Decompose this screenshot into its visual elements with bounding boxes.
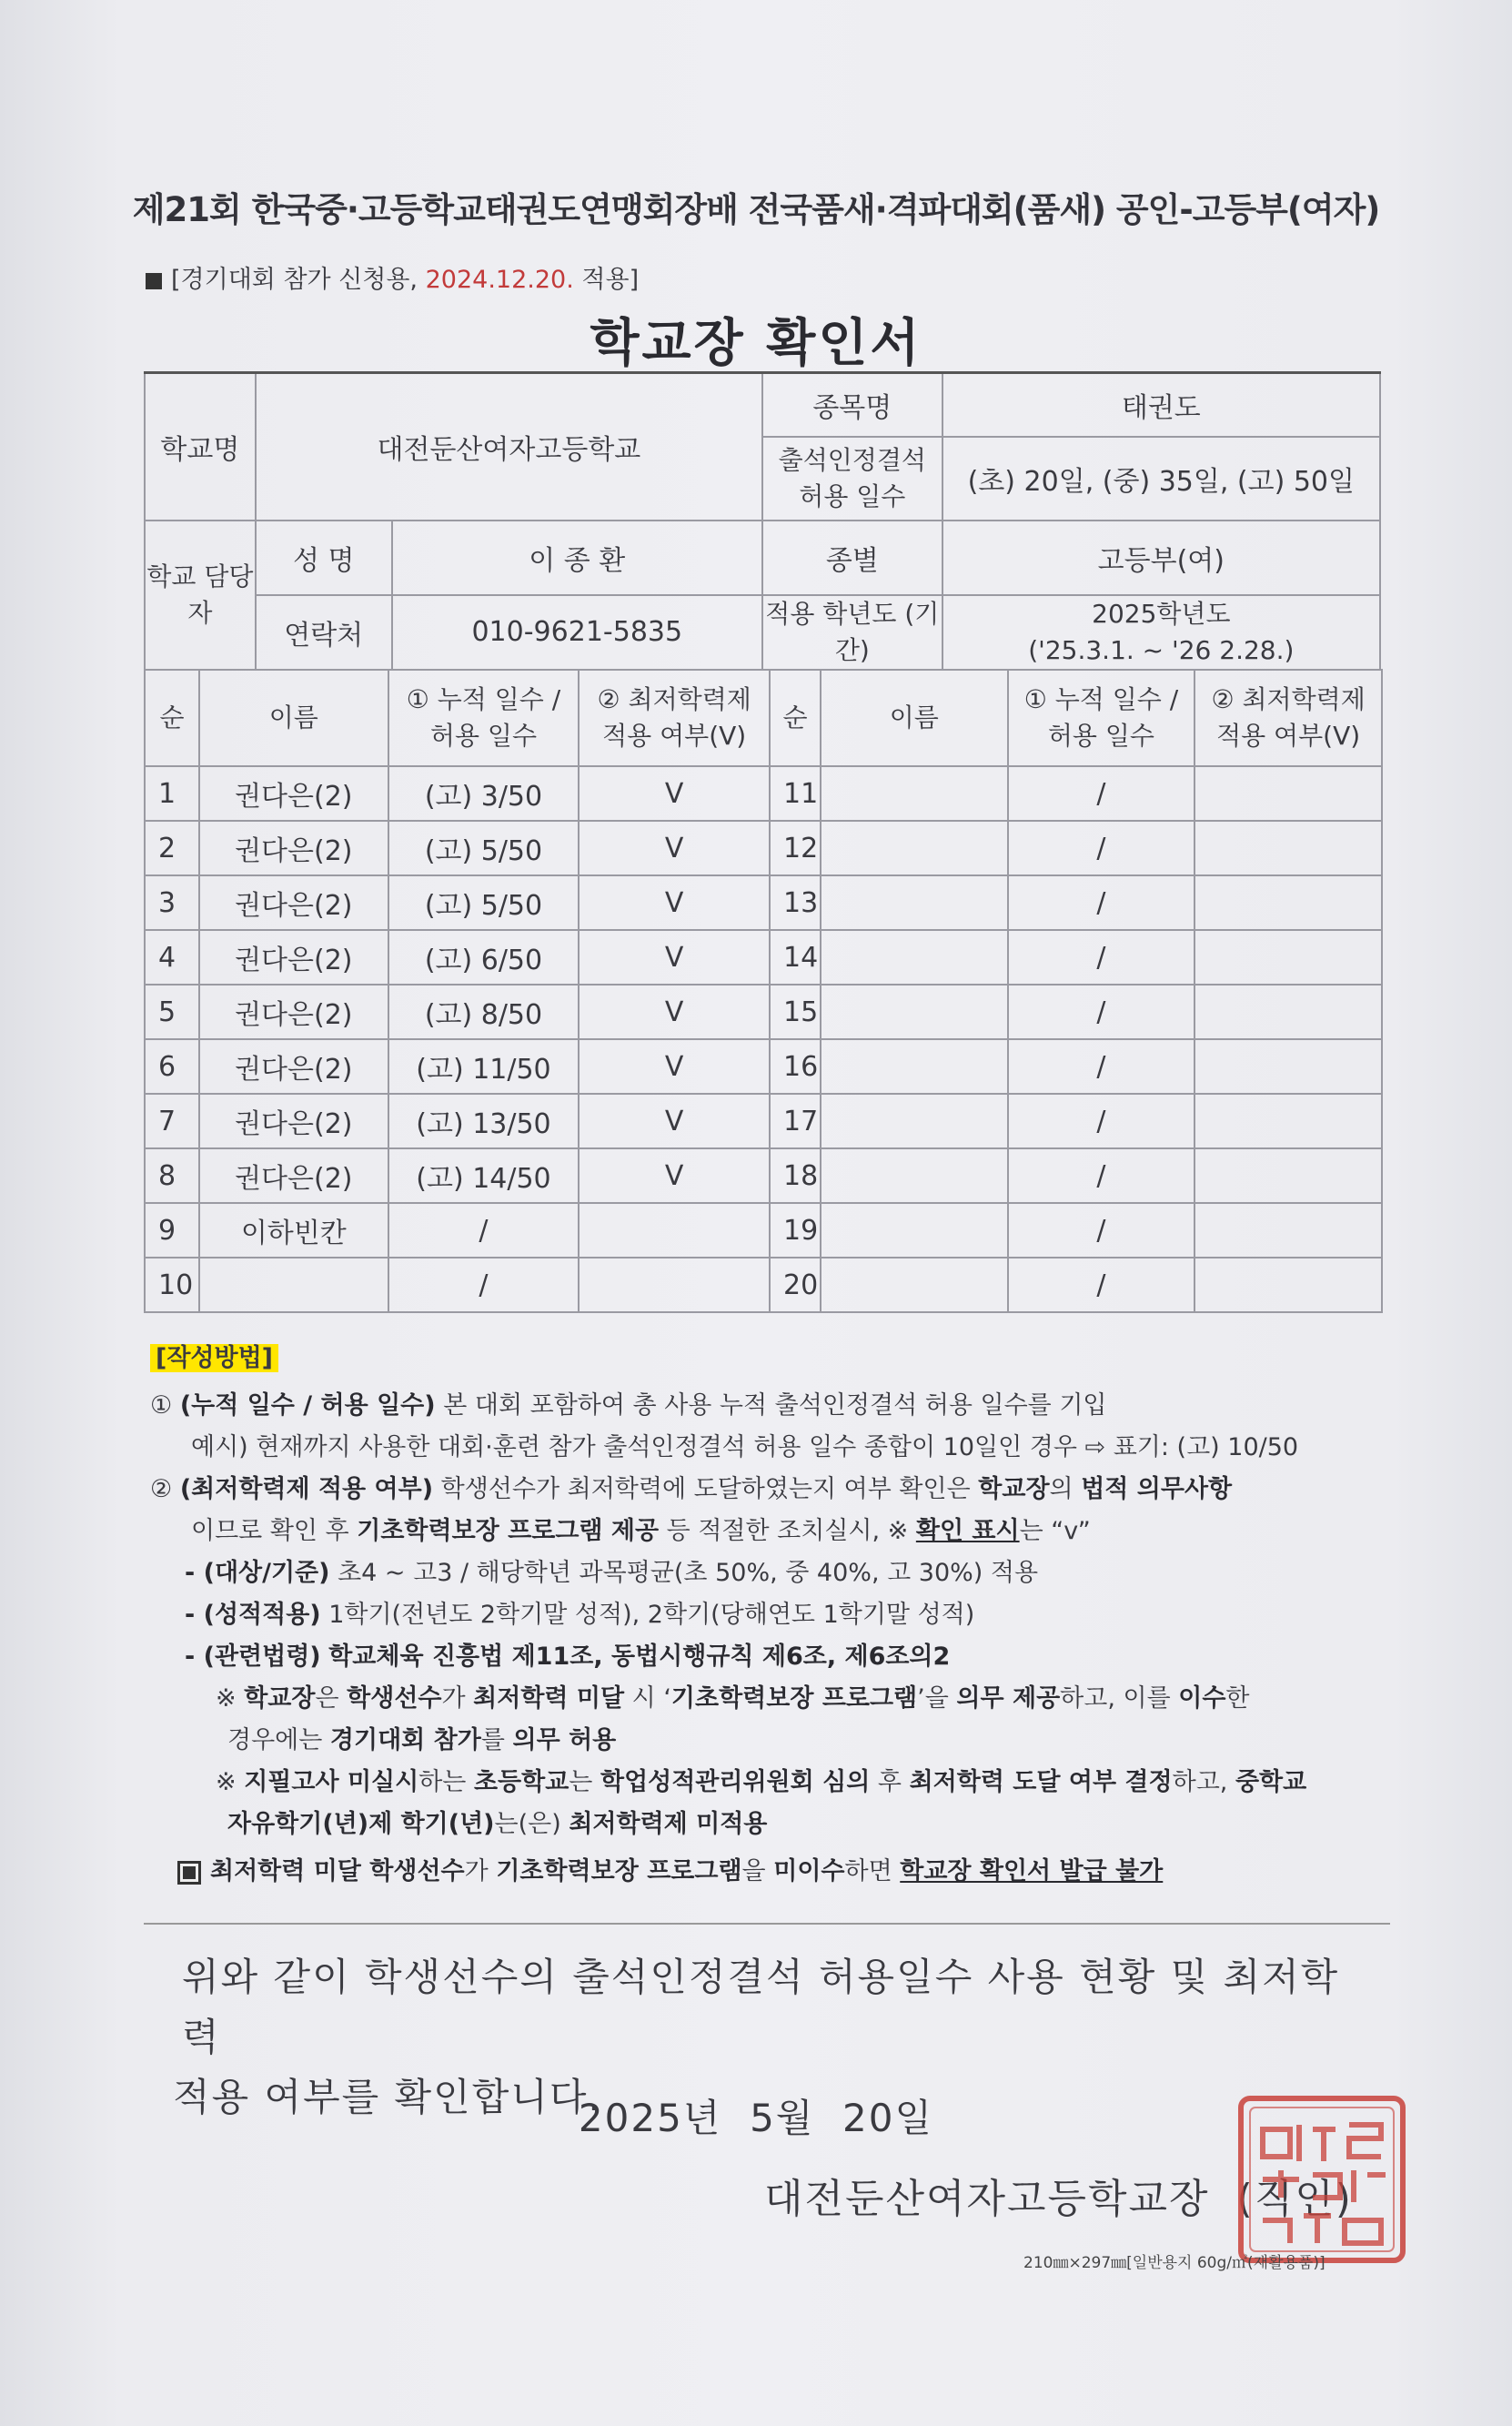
row-days: (고) 14/50: [388, 1148, 580, 1203]
table-row: [145, 930, 1382, 985]
method-line-6: - (성적적용) 1학기(전년도 2학기말 성적), 2학기(당해연도 1학기말 성적): [185, 1601, 975, 1629]
row-no: 9: [145, 1203, 199, 1258]
allowed-days-label: 출석인정결석 허용 일수: [762, 437, 942, 521]
row-name: [821, 766, 1008, 821]
header-days-left: ① 누적 일수 / 허용 일수: [388, 670, 580, 766]
row-name: 권다은(2): [199, 875, 388, 930]
checkbox-square-icon: [177, 1861, 201, 1885]
subtitle-suffix: 적용]: [581, 266, 640, 294]
competition-title: 제21회 한국중·고등학교태권도연맹회장배 전국품새·격파대회(품새) 공인-고등부(여자): [132, 190, 1380, 229]
row-no: 17: [770, 1094, 821, 1148]
table-row: [145, 1094, 1382, 1148]
header-min-left: ② 최저학력제 적용 여부(V): [579, 670, 770, 766]
row-check: [1194, 1258, 1382, 1312]
row-days: (고) 3/50: [388, 766, 580, 821]
row-name: 권다은(2): [199, 985, 388, 1039]
issue-date: 2025년 5월 20일: [578, 2096, 934, 2140]
row-name: 이하빈칸: [199, 1203, 388, 1258]
paper-info: 210㎜×297㎜[일반용지 60g/㎡(재활용품)]: [1023, 2254, 1326, 2272]
row-name: [199, 1258, 388, 1312]
row-days: /: [1008, 1039, 1195, 1094]
method-heading: [작성방법]: [150, 1344, 278, 1372]
row-name: 권다은(2): [199, 1094, 388, 1148]
row-no: 19: [770, 1203, 821, 1258]
row-days: (고) 11/50: [388, 1039, 580, 1094]
row-name: 권다은(2): [199, 1148, 388, 1203]
row-days: /: [1008, 985, 1195, 1039]
row-check: V: [579, 1148, 770, 1203]
subtitle-date: 2024.12.20.: [425, 266, 574, 294]
row-name: [821, 821, 1008, 875]
closing-line-2: 적용 여부를 확인합니다.: [173, 2075, 602, 2119]
row-days: (고) 13/50: [388, 1094, 580, 1148]
school-value: 대전둔산여자고등학교: [256, 373, 762, 521]
row-no: 14: [770, 930, 821, 985]
table-row: [145, 821, 1382, 875]
row-days: /: [1008, 1203, 1195, 1258]
roster-table: [144, 669, 1383, 1313]
row-name: 권다은(2): [199, 766, 388, 821]
row-check: [579, 1203, 770, 1258]
method-line-9: 경우에는 경기대회 참가를 의무 허용: [227, 1726, 617, 1754]
row-no: 15: [770, 985, 821, 1039]
row-check: V: [579, 985, 770, 1039]
row-no: 12: [770, 821, 821, 875]
division-label: 종별: [762, 521, 942, 595]
contact-value: 010-9621-5835: [392, 595, 762, 670]
row-no: 16: [770, 1039, 821, 1094]
row-name: [821, 985, 1008, 1039]
table-row: [145, 1148, 1382, 1203]
row-days: (고) 5/50: [388, 821, 580, 875]
seal-mark: (직인): [1236, 2176, 1353, 2222]
row-check: [1194, 985, 1382, 1039]
division-value: 고등부(여): [942, 521, 1380, 595]
row-no: 10: [145, 1258, 199, 1312]
school-label: 학교명: [145, 373, 256, 521]
row-days: /: [1008, 1148, 1195, 1203]
row-check: [1194, 875, 1382, 930]
contact-label: 연락처: [256, 595, 392, 670]
closing-line-1: 위와 같이 학생선수의 출석인정결석 허용일수 사용 현황 및 최저학력: [182, 1955, 1340, 2059]
row-days: (고) 5/50: [388, 875, 580, 930]
roster-header-row: [145, 670, 1382, 766]
row-check: V: [579, 875, 770, 930]
closing-divider: [144, 1923, 1390, 1925]
row-name: [821, 875, 1008, 930]
row-check: V: [579, 821, 770, 875]
row-name: [821, 1258, 1008, 1312]
row-no: 3: [145, 875, 199, 930]
row-no: 11: [770, 766, 821, 821]
subtitle-line: [146, 259, 639, 295]
year-period: ('25.3.1. ~ '26 2.28.): [1028, 634, 1295, 665]
row-name: 권다은(2): [199, 930, 388, 985]
row-check: [1194, 1039, 1382, 1094]
table-row: [145, 766, 1382, 821]
row-days: /: [1008, 1094, 1195, 1148]
row-no: 18: [770, 1148, 821, 1203]
method-line-7: - (관련법령) 학교체육 진흥법 제11조, 동법시행규칙 제6조, 제6조의2: [185, 1643, 951, 1671]
method-line-5: - (대상/기준) 초4 ~ 고3 / 해당학년 과목평균(초 50%, 중 40%, 고 30%) 적용: [185, 1559, 1039, 1587]
info-table: [144, 371, 1381, 671]
header-name-right: 이름: [821, 670, 1008, 766]
row-name: [821, 930, 1008, 985]
row-no: 7: [145, 1094, 199, 1148]
row-no: 1: [145, 766, 199, 821]
row-name: [821, 1148, 1008, 1203]
table-row: [145, 985, 1382, 1039]
row-check: V: [579, 1039, 770, 1094]
row-check: V: [579, 930, 770, 985]
subtitle-prefix: [경기대회 참가 신청용,: [171, 266, 418, 294]
header-min-right: ② 최저학력제 적용 여부(V): [1194, 670, 1382, 766]
name-label: 성 명: [256, 521, 392, 595]
row-name: [821, 1094, 1008, 1148]
manager-label: 학교 담당자: [145, 521, 256, 670]
principal-name: 대전둔산여자고등학교장: [764, 2176, 1210, 2222]
header-no-right: 순: [770, 670, 821, 766]
row-days: (고) 6/50: [388, 930, 580, 985]
sport-value: 태권도: [942, 373, 1380, 437]
method-line-12: 최저학력 미달 학생선수가 기초학력보장 프로그램을 미이수하면 학교장 확인서 발급 불가: [150, 1851, 1387, 1893]
row-name: [821, 1203, 1008, 1258]
row-check: V: [579, 766, 770, 821]
header-name-left: 이름: [199, 670, 388, 766]
row-check: [1194, 1148, 1382, 1203]
row-check: [1194, 1094, 1382, 1148]
row-days: /: [1008, 1258, 1195, 1312]
row-check: [1194, 766, 1382, 821]
row-check: [579, 1258, 770, 1312]
sport-label: 종목명: [762, 373, 942, 437]
header-days-right: ① 누적 일수 / 허용 일수: [1008, 670, 1195, 766]
table-row: [145, 875, 1382, 930]
row-no: 4: [145, 930, 199, 985]
row-no: 13: [770, 875, 821, 930]
row-check: [1194, 1203, 1382, 1258]
row-days: /: [1008, 930, 1195, 985]
method-line-10: ※ 지필고사 미실시하는 초등학교는 학업성적관리위원회 심의 후 최저학력 도달 여부 결정하고, 중학교: [216, 1768, 1307, 1796]
method-line-11: 자유학기(년)제 학기(년)는(은) 최저학력제 미적용: [227, 1810, 768, 1838]
writing-method: [150, 1338, 1387, 1893]
name-value: 이 종 환: [392, 521, 762, 595]
year-label: 적용 학년도 (기간): [762, 595, 942, 670]
row-no: 6: [145, 1039, 199, 1094]
method-line-8: ※ 학교장은 학생선수가 최저학력 미달 시 ‘기초학력보장 프로그램’을 의무 제공하고, 이를 이수한: [216, 1684, 1250, 1713]
row-name: 권다은(2): [199, 821, 388, 875]
row-days: /: [388, 1203, 580, 1258]
allowed-days-value: (초) 20일, (중) 35일, (고) 50일: [942, 437, 1380, 521]
method-line-1: ① (누적 일수 / 허용 일수) 본 대회 포함하여 총 사용 누적 출석인정결석 허용 일수를 기입: [150, 1391, 1107, 1420]
method-line-2: 예시) 현재까지 사용한 대회·훈련 참가 출석인정결석 허용 일수 종합이 10일인 경우 ⇨ 표기: (고) 10/50: [191, 1433, 1299, 1461]
row-check: V: [579, 1094, 770, 1148]
row-days: /: [1008, 766, 1195, 821]
method-line-4: 이므로 확인 후 기초학력보장 프로그램 제공 등 적절한 조치실시, ※ 확인 표시는 “v”: [191, 1517, 1091, 1545]
school-seal-icon: [1235, 2093, 1408, 2266]
row-name: [821, 1039, 1008, 1094]
row-no: 2: [145, 821, 199, 875]
row-days: /: [388, 1258, 580, 1312]
table-row: [145, 1258, 1382, 1312]
table-row: [145, 1039, 1382, 1094]
row-days: /: [1008, 875, 1195, 930]
year-value: 2025학년도: [1092, 598, 1231, 629]
row-days: (고) 8/50: [388, 985, 580, 1039]
table-row: [145, 1203, 1382, 1258]
year-cell: [942, 595, 1380, 670]
row-no: 5: [145, 985, 199, 1039]
row-name: 권다은(2): [199, 1039, 388, 1094]
header-no-left: 순: [145, 670, 199, 766]
row-check: [1194, 930, 1382, 985]
row-days: /: [1008, 821, 1195, 875]
row-no: 20: [770, 1258, 821, 1312]
square-bullet-icon: [146, 273, 162, 289]
row-no: 8: [145, 1148, 199, 1203]
method-line-3: ② (최저학력제 적용 여부) 학생선수가 최저학력에 도달하였는지 여부 확인은 학교장의 법적 의무사항: [150, 1475, 1233, 1503]
document-title: 학교장 확인서: [590, 314, 922, 373]
row-check: [1194, 821, 1382, 875]
